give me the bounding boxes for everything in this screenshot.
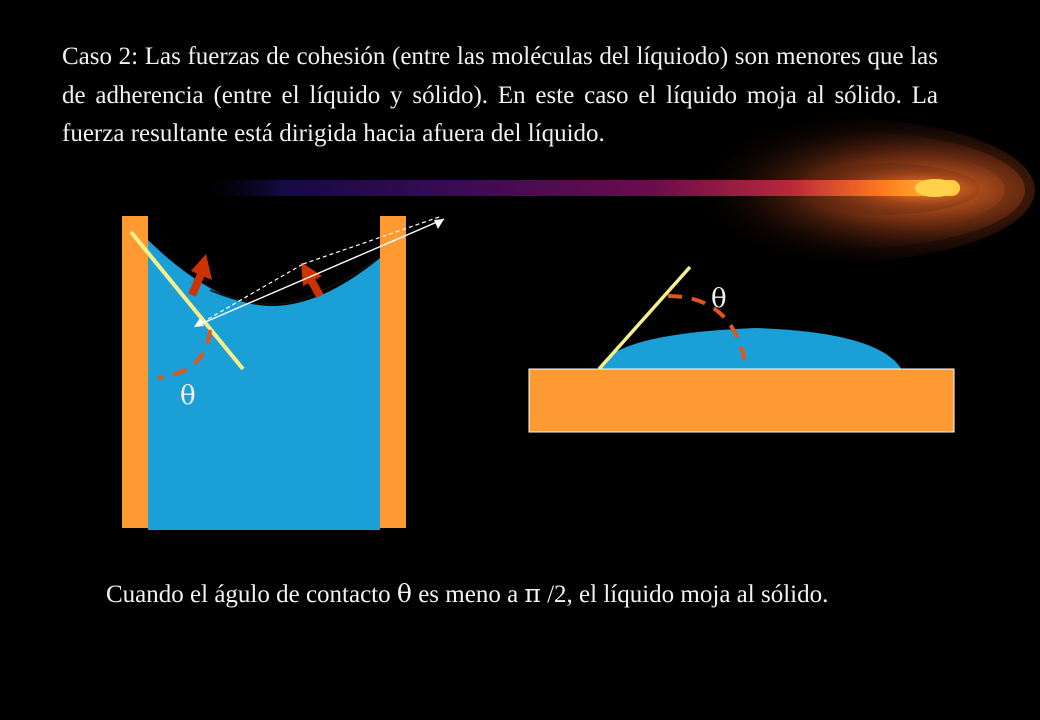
paragraph-bottom-part1: Cuando el águlo de contacto: [106, 581, 397, 608]
pi-symbol: π: [524, 579, 541, 608]
solid-surface: [529, 369, 954, 432]
container-diagram: [122, 216, 444, 530]
angle-label-container: θ: [180, 381, 196, 411]
container-right-wall: [380, 216, 406, 528]
theta-symbol: θ: [396, 579, 412, 608]
paragraph-bottom-part2: es meno a: [411, 581, 525, 608]
container-left-wall: [122, 216, 148, 528]
angle-label-drop: θ: [711, 284, 727, 314]
liquid-drop: [598, 328, 902, 370]
paragraph-bottom: [106, 576, 916, 613]
drop-diagram: [529, 267, 954, 432]
paragraph-top: Caso 2: Las fuerzas de cohesión (entre las moléculas del líquiodo) son menores que las de adherencia (entre el líquido y sólido). En este caso el líquido moja al sólido. La fuerza resultante está dirigida hacia afuera del líquido.: [62, 43, 938, 147]
paragraph-bottom-part3: /2, el líquido moja al sólido.: [540, 581, 829, 608]
